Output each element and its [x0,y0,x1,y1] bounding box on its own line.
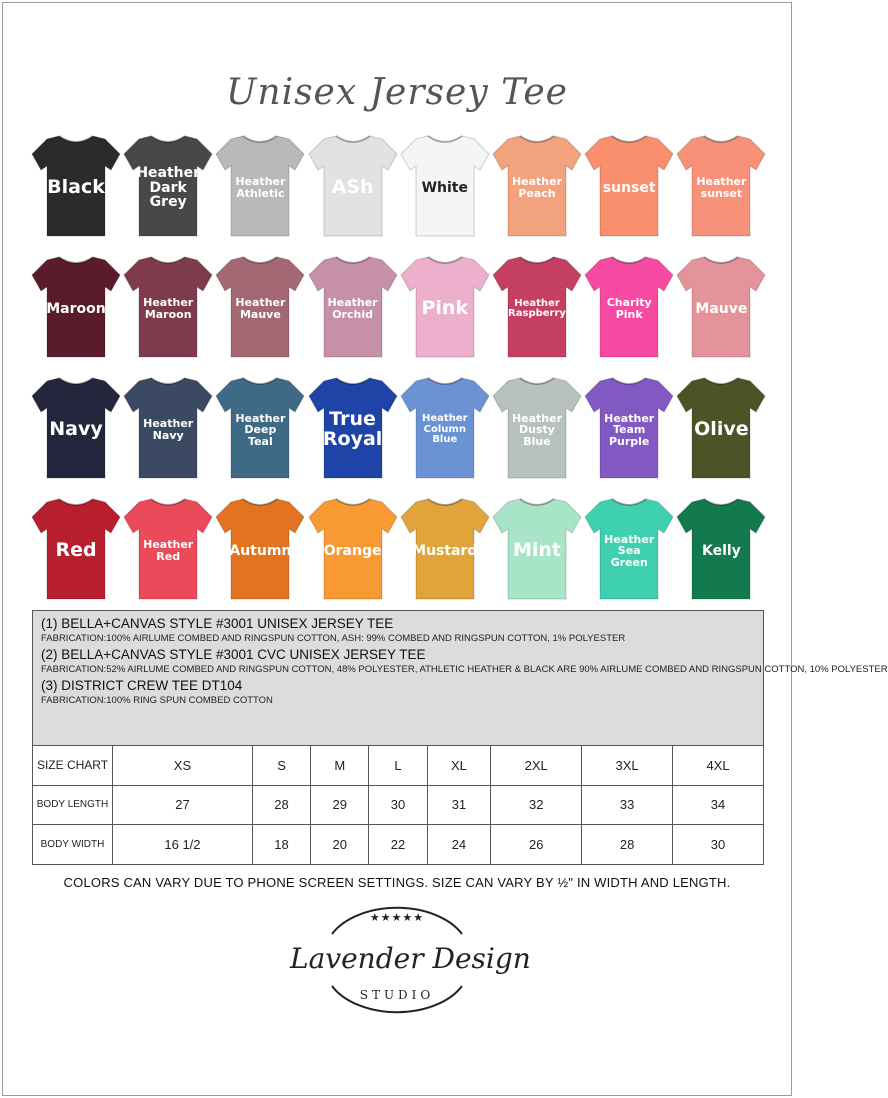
shirt-swatch [398,251,492,363]
shirt-swatch [29,493,123,605]
shirt-color-label: Heather Navy [143,417,194,442]
shirt-color-label: Mustard [412,542,478,559]
shirt-color-label: Black [47,176,105,199]
shirt-swatch [490,130,584,242]
shirt-swatch [398,130,492,242]
shirt-swatch [213,372,307,484]
shirt-swatch [306,493,400,605]
shirt-color-label: Kelly [701,542,741,559]
shirt-swatch [121,130,215,242]
shirt-color-label: Heather Dark Grey [136,164,201,211]
shirt-swatch [674,130,768,242]
size-xs: XS [113,746,253,786]
shirt-color-label: Mauve [695,300,748,317]
table-cell: 33 [582,785,673,825]
logo-name: Lavender Design [290,942,531,975]
table-cell: 30 [369,785,427,825]
table-cell: 31 [427,785,491,825]
shirt-swatch [306,251,400,363]
product-info-panel [32,610,888,746]
table-cell: 28 [582,825,673,865]
body-width-row [33,825,764,865]
logo-stars-icon: ★★★★★ [369,911,425,924]
product-2-fabrication: FABRICATION:52% AIRLUME COMBED AND RINGSPUN COTTON, 48% POLYESTER, ATHLETIC HEATHER & BLACK ARE 90% AIRLUME COMBED AND RINGSPUN COTTON, 10% POLYESTER [41,664,888,675]
shirt-color-label: Orange [323,542,382,559]
shirt-color-label: Maroon [46,300,106,317]
shirt-swatch [306,130,400,242]
shirt-color-label: Charity Pink [606,296,652,321]
shirt-color-label: Heather Dusty Blue [511,411,563,448]
shirt-color-label: White [421,179,468,196]
product-3-title: (3) DISTRICT CREW TEE DT104 [41,678,243,693]
shirt-swatch [29,130,123,242]
size-chart-header-row [33,746,764,786]
shirt-swatch [490,372,584,484]
shirt-swatch [674,251,768,363]
shirt-color-label: Heather sunset [696,175,747,200]
shirt-color-label: Heather Team Purple [604,411,655,448]
body-width-label: BODY WIDTH [33,825,113,865]
shirt-color-label: Heather Raspberry [508,297,566,319]
shirt-swatch [674,493,768,605]
shirt-swatch [29,251,123,363]
size-4xl: 4XL [673,746,764,786]
shirt-color-label: Heather Peach [511,175,563,200]
table-cell: 34 [673,785,764,825]
shirt-swatch [213,251,307,363]
shirt-color-label: Pink [421,297,469,320]
shirt-swatch [582,251,676,363]
shirt-color-label: Heather Sea Green [604,532,655,569]
shirt-swatch [121,251,215,363]
size-3xl: 3XL [582,746,673,786]
shirt-color-label: Heather Red [143,538,194,563]
size-xl: XL [427,746,491,786]
shirt-color-label: Heather Column Blue [422,413,468,446]
table-cell: 32 [491,785,582,825]
table-cell: 22 [369,825,427,865]
size-chart-header: SIZE CHART [33,746,113,786]
shirt-swatch [398,493,492,605]
shirt-color-label: Heather Maroon [143,296,194,321]
color-swatch-grid [29,130,767,605]
size-s: S [252,746,310,786]
body-length-row [33,785,764,825]
shirt-color-label: Autumn [229,542,292,559]
table-cell: 26 [491,825,582,865]
product-3-fabrication: FABRICATION:100% RING SPUN COMBED COTTON [41,695,273,706]
shirt-color-label: sunset [602,179,656,196]
disclaimer-note: COLORS CAN VARY DUE TO PHONE SCREEN SETTINGS. SIZE CAN VARY BY ½" IN WIDTH AND LENGTH. [63,875,731,890]
page-title: Unisex Jersey Tee [226,72,568,113]
size-chart-table [32,745,764,865]
table-cell: 27 [113,785,253,825]
shirt-swatch [582,130,676,242]
shirt-color-label: Heather Athletic [235,175,286,200]
shirt-swatch [121,493,215,605]
shirt-swatch [213,493,307,605]
shirt-swatch [29,372,123,484]
size-m: M [311,746,369,786]
shirt-swatch [398,372,492,484]
table-cell: 18 [252,825,310,865]
shirt-color-label: Heather Orchid [327,296,378,321]
body-length-label: BODY LENGTH [33,785,113,825]
shirt-color-label: Navy [49,418,103,441]
logo-subtitle: STUDIO [359,988,435,1002]
shirt-swatch [490,493,584,605]
shirt-swatch [582,493,676,605]
table-cell: 29 [311,785,369,825]
shirt-swatch [490,251,584,363]
shirt-color-label: Mint [512,539,562,562]
table-cell: 16 1/2 [113,825,253,865]
table-cell: 24 [427,825,491,865]
shirt-color-label: True Royal [322,408,383,450]
shirt-color-label: Red [55,539,97,562]
table-cell: 30 [673,825,764,865]
shirt-swatch [213,130,307,242]
brand-logo [290,900,531,1030]
shirt-color-label: Heather Mauve [235,296,286,321]
table-cell: 20 [311,825,369,865]
size-l: L [369,746,427,786]
shirt-swatch [121,372,215,484]
product-1-title: (1) BELLA+CANVAS STYLE #3001 UNISEX JERSEY TEE [41,616,394,631]
size-2xl: 2XL [491,746,582,786]
product-2-title: (2) BELLA+CANVAS STYLE #3001 CVC UNISEX JERSEY TEE [41,647,426,662]
table-cell: 28 [252,785,310,825]
shirt-color-label: Heather Deep Teal [235,411,286,448]
product-1-fabrication: FABRICATION:100% AIRLUME COMBED AND RINGSPUN COTTON, ASH: 99% COMBED AND RINGSPUN COTTON, 1% POLYESTER [41,633,626,644]
shirt-color-label: Olive [694,418,749,441]
shirt-swatch [674,372,768,484]
shirt-color-label: ASh [331,176,374,199]
shirt-swatch [306,372,400,484]
shirt-swatch [582,372,676,484]
